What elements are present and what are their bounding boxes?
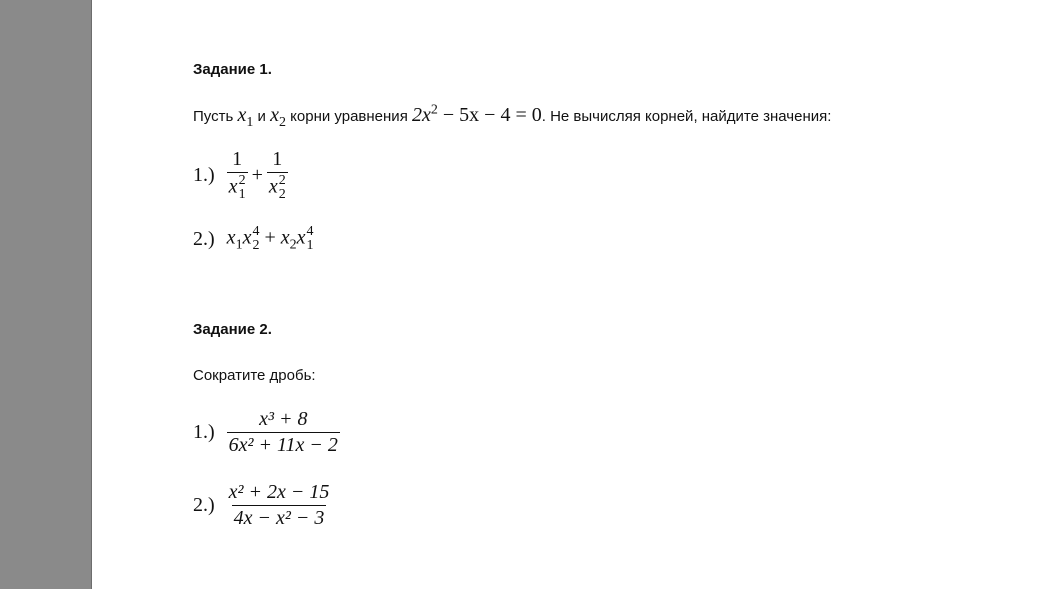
task2-item-1 — [193, 408, 340, 457]
task1-intro-and: и — [257, 108, 266, 125]
task1-item-1-label: 1.) — [193, 163, 215, 186]
document-page — [92, 0, 1049, 589]
task2-fraction-1-denominator: 6x² + 11x − 2 — [228, 434, 338, 456]
task1-intro-prefix: Пусть — [193, 108, 234, 125]
task2-fraction-1-numerator: x³ + 8 — [259, 408, 308, 430]
equation: $2x^2 - 5x - 4 = 0$ — [412, 102, 542, 126]
task1-item-2 — [193, 225, 314, 253]
fraction-1-over-x2-squared: 1 x 2 2 — [268, 148, 286, 202]
task1-intro-suffix: . Не вычисляя корней, найдите значения: — [541, 108, 832, 125]
plus-sign: + — [251, 163, 263, 186]
task2-heading: Задание 2. — [193, 321, 272, 338]
task1-item-2-label: 2.) — [193, 227, 215, 250]
task1-intro — [193, 102, 832, 130]
task2-fraction-2-numerator: x² + 2x − 15 — [228, 481, 330, 503]
task2-item-2 — [193, 481, 331, 530]
task2-fraction-2-denominator: 4x − x² − 3 — [233, 507, 325, 529]
expression-x1-x2-fourth: $x_1x$ 4 2 + $x_2x$ 4 1 — [226, 224, 314, 253]
root1: $x_1$ — [237, 104, 254, 130]
task2-fraction-1 — [227, 408, 340, 457]
task1-item-1 — [193, 148, 288, 202]
task1-intro-middle: корни уравнения — [290, 108, 408, 125]
root2: $x_2$ — [270, 104, 286, 130]
fraction-1-over-x1-squared: 1 x 2 1 — [228, 148, 246, 202]
task2-intro: Сократите дробь: — [193, 367, 316, 384]
task1-heading: Задание 1. — [193, 61, 272, 78]
left-gutter — [0, 0, 92, 589]
task2-item-1-label: 1.) — [193, 421, 215, 443]
task2-item-2-label: 2.) — [193, 494, 215, 516]
task2-fraction-2 — [227, 481, 332, 530]
